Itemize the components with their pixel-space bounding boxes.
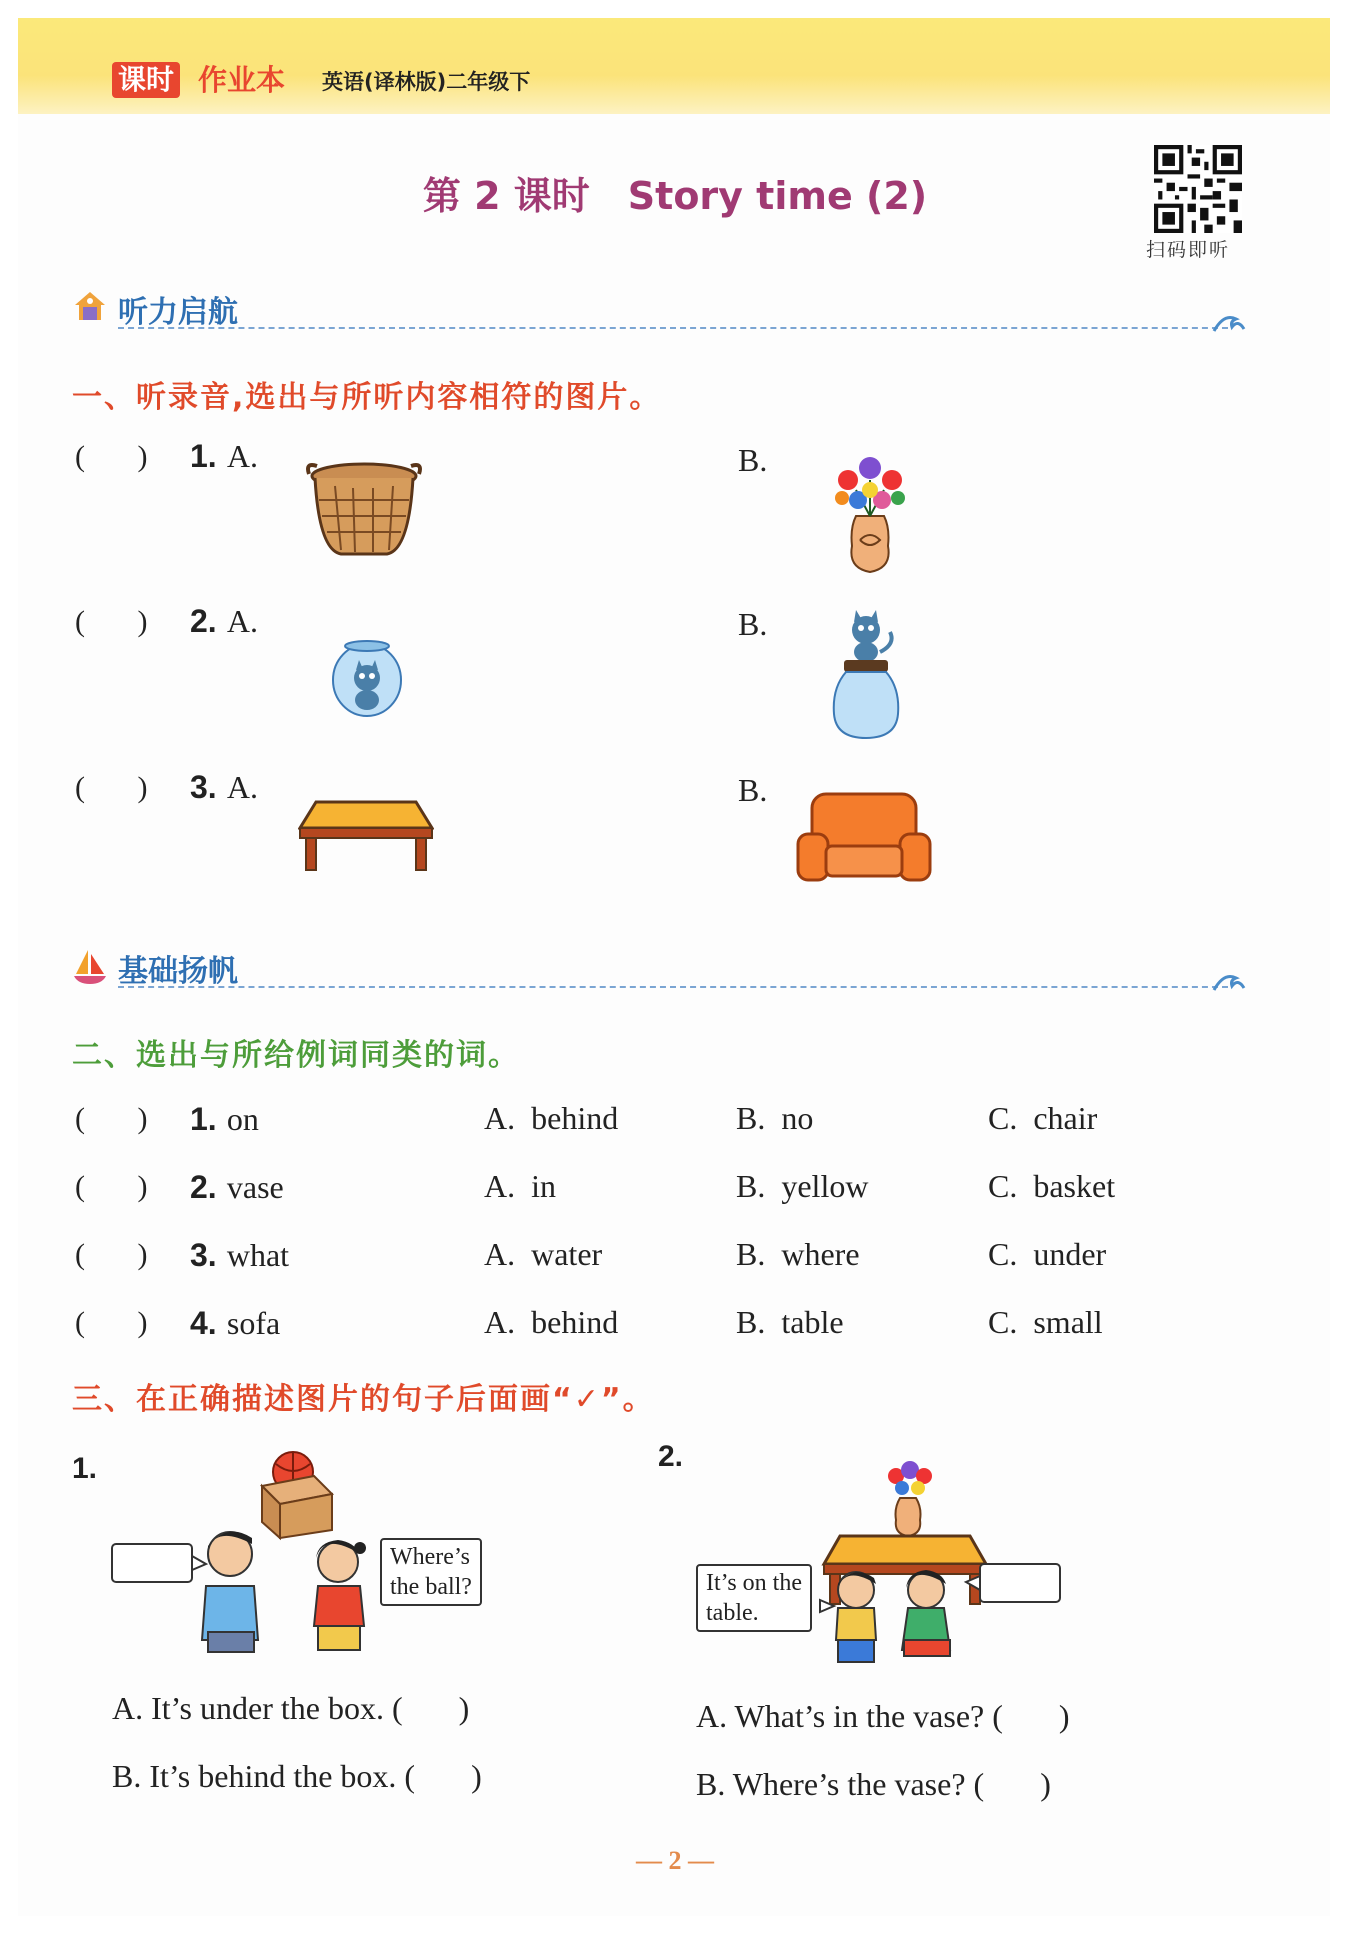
question-1-heading: 一、听录音,选出与所听内容相符的图片。	[72, 380, 662, 415]
example-word: 3. what	[190, 1237, 290, 1273]
option-b-label: B.	[738, 442, 768, 478]
page-number: — 2 —	[636, 1846, 714, 1875]
table-picture	[298, 796, 434, 872]
lesson-number: 第 2 课时	[422, 174, 590, 218]
item-number: 2. A.	[190, 603, 258, 639]
bubble-line: the ball?	[390, 1574, 472, 1600]
answer-blank[interactable]: ( )	[75, 1306, 148, 1339]
cat-on-jar-picture	[828, 608, 904, 742]
option-b: B. yellow	[736, 1168, 869, 1204]
item-number: 1. A.	[190, 438, 258, 474]
option-b: B. where	[736, 1236, 860, 1272]
option-c: C. under	[988, 1236, 1107, 1272]
option-a: A. behind	[484, 1100, 619, 1136]
picture-1-number: 1.	[72, 1452, 98, 1485]
option-b-label: B.	[738, 772, 768, 808]
answer-blank[interactable]: ( )	[75, 605, 148, 638]
answer-blank[interactable]: ( )	[75, 1238, 148, 1271]
flower-vase-picture	[830, 450, 910, 576]
lesson-name: Story time (2)	[627, 174, 928, 218]
item-number: 3. A.	[190, 769, 258, 805]
sailboat-icon	[72, 948, 108, 984]
sofa-picture	[796, 790, 932, 886]
house-icon	[72, 289, 108, 325]
option-b-sentence: B. It’s behind the box. ( )	[112, 1758, 482, 1794]
cat-in-jar-picture	[330, 638, 404, 718]
qr-caption: 扫码即听	[1146, 239, 1231, 261]
option-b: B. no	[736, 1100, 814, 1136]
basket-picture	[305, 460, 423, 560]
bubble-line: table.	[706, 1600, 759, 1626]
option-c: C. basket	[988, 1168, 1116, 1204]
dashed-divider	[118, 327, 1228, 329]
picture-2-number: 2.	[658, 1440, 684, 1473]
example-word: 1. on	[190, 1101, 259, 1137]
question-3-heading: 三、在正确描述图片的句子后面画“✓”。	[72, 1382, 655, 1417]
option-c: C. small	[988, 1304, 1103, 1340]
lesson-title	[0, 165, 1350, 220]
answer-blank[interactable]: ( )	[75, 1170, 148, 1203]
brand-logo-text: 作业本	[198, 63, 286, 97]
option-c: C. chair	[988, 1100, 1098, 1136]
qr-code-icon[interactable]	[1154, 145, 1242, 233]
book-subtitle: 英语(译林版)二年级下	[322, 70, 531, 94]
section-basics-title: 基础扬帆	[118, 954, 238, 989]
wave-icon	[1212, 968, 1246, 994]
option-b: B. table	[736, 1304, 844, 1340]
bubble-line: It’s on the	[706, 1570, 802, 1596]
answer-blank[interactable]: ( )	[75, 440, 148, 473]
speech-bubble-answer	[696, 1564, 812, 1632]
option-b-sentence: B. Where’s the vase? ( )	[696, 1766, 1051, 1802]
scene-1-picture	[108, 1450, 628, 1654]
bubble-line: Where’s	[390, 1544, 470, 1570]
answer-blank[interactable]: ( )	[75, 771, 148, 804]
question-2-heading: 二、选出与所给例词同类的词。	[72, 1038, 520, 1073]
answer-blank[interactable]: ( )	[75, 1102, 148, 1135]
example-word: 4. sofa	[190, 1305, 281, 1341]
option-a-sentence: A. It’s under the box. ( )	[112, 1690, 470, 1726]
section-listening-title: 听力启航	[118, 295, 238, 330]
speech-bubble-question	[380, 1538, 482, 1606]
option-b-label: B.	[738, 606, 768, 642]
example-word: 2. vase	[190, 1169, 284, 1205]
brand-logo-box: 课时	[112, 62, 180, 98]
option-a: A. behind	[484, 1304, 619, 1340]
dashed-divider	[118, 986, 1228, 988]
wave-icon	[1212, 309, 1246, 335]
option-a-sentence: A. What’s in the vase? ( )	[696, 1698, 1070, 1734]
option-a: A. water	[484, 1236, 603, 1272]
option-a: A. in	[484, 1168, 556, 1204]
